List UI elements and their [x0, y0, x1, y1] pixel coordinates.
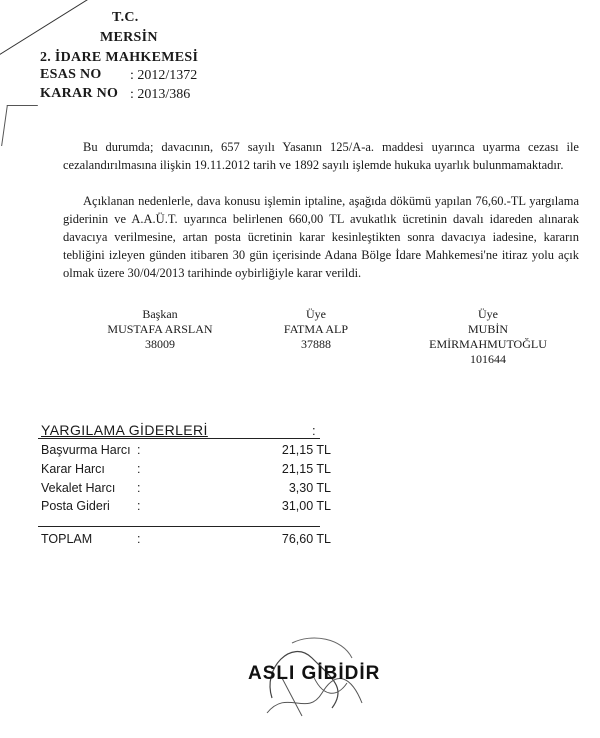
cost-row [41, 481, 341, 499]
karar-value: : 2013/386 [130, 87, 191, 102]
cost-label: Posta Gideri [41, 499, 110, 513]
cost-row [41, 443, 341, 461]
cost-total-row [41, 532, 341, 550]
signature-role: Başkan [142, 307, 178, 321]
cost-colon: : [137, 499, 141, 513]
signature-number: 101644 [470, 352, 506, 366]
margin-bracket-mark [1, 105, 38, 146]
signature-name-line2: EMİRMAHMUTOĞLU [429, 337, 547, 351]
total-amount: 76,60 TL [281, 532, 331, 546]
esas-value: : 2012/1372 [130, 68, 198, 83]
total-colon: : [137, 532, 141, 546]
cost-label: Karar Harcı [41, 462, 105, 476]
total-label: TOPLAM [41, 532, 93, 546]
signature-name: MUSTAFA ARSLAN [107, 322, 213, 336]
paragraph-2: Açıklanan nedenlerle, dava konusu işlemin iptaline, aşağıda dökümü yapılan 76,60.-TL yargılama giderinin ve A.A.Ü.T. uyarınca belirlenen 660,00 TL avukatlık ücretinin davalı idareden alınarak davacıya verilmesine, artan posta ücretinin karar kesinleştikten sonra davacıya iadesine, kararın tebliğini izleyen günden itibaren 30 gün içerisinde Adana Bölge İdare Mahkemesi'ne itiraz yolu açık olmak üzere 30/04/2013 tarihinde oybirliğiyle karar verildi. [63, 194, 579, 280]
asli-gibidir-stamp: ASLI GİBİDİR [248, 663, 381, 684]
signature-name: MUBİN [467, 322, 508, 336]
cost-label: Vekalet Harcı [41, 481, 116, 495]
esas-label: ESAS NO [40, 67, 102, 82]
costs-title: YARGILAMA GİDERLERİ [41, 422, 208, 438]
paragraph-1: Bu durumda; davacının, 657 sayılı Yasanın 125/A-a. maddesi uyarınca uyarma cezası ile cezalandırılmasına ilişkin 19.11.2012 tarih ve 1892 sayılı işlemde hukuka uyarlık bulunmamaktadır. [63, 140, 579, 172]
signature-role: Üye [478, 307, 498, 321]
signature-block-member-1 [216, 307, 416, 352]
costs-title-colon: : [312, 423, 316, 438]
cost-colon: : [137, 462, 141, 476]
signature-number: 38009 [145, 337, 175, 351]
signature-role: Üye [306, 307, 326, 321]
cost-row [41, 499, 341, 517]
cost-label: Başvurma Harcı [41, 443, 131, 457]
cost-row [41, 462, 341, 480]
cost-amount: 21,15 TL [281, 443, 331, 457]
cost-amount: 3,30 TL [288, 481, 331, 495]
cost-amount: 31,00 TL [281, 499, 331, 513]
costs-total-rule [38, 526, 320, 527]
costs-title-rule [38, 438, 320, 439]
header-tc: T.C. [112, 10, 139, 25]
cost-colon: : [137, 481, 141, 495]
signature-number: 37888 [301, 337, 331, 351]
karar-label: KARAR NO [40, 86, 119, 101]
signature-name: FATMA ALP [283, 322, 349, 336]
cost-amount: 21,15 TL [281, 462, 331, 476]
signature-block-member-2 [388, 307, 588, 367]
header-court: 2. İDARE MAHKEMESİ [40, 50, 199, 65]
header-city: MERSİN [100, 30, 158, 45]
cost-colon: : [137, 443, 141, 457]
